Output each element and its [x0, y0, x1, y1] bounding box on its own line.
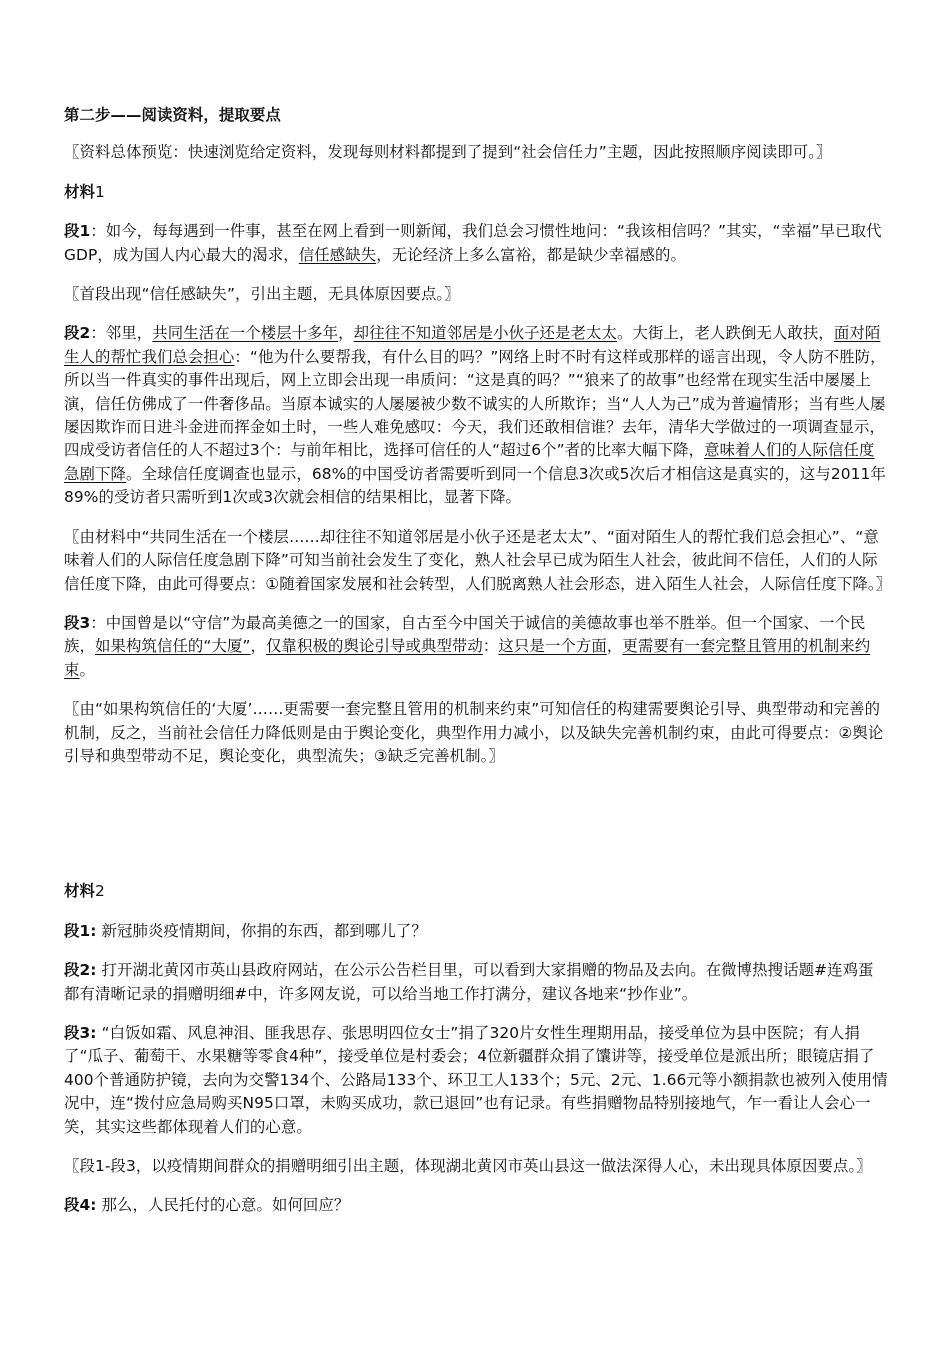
material-2-title: [64, 880, 888, 903]
para-text: 。全球信任度调查也显示，68%的中国受访者需要听到同一个信息3次或5次后才相信这是真实的，这与2011年89%的受访者只需听到1次或3次就会相信的结果相比，显著下降。: [64, 464, 886, 507]
para-text: ：“他为什么要帮我，有什么目的吗？”网络上时不时有这样或那样的谣言出现，令人防不胜防，所以当一件真实的事件出现后，网上立即会出现一串质问：“这是真的吗？”“狼来了的故事”也经常在现实生活中屡屡上演，信任仿佛成了一件奢侈品。当原本诚实的人屡屡被少数不诚实的人所欺诈；当“人人为己”成为普遍情形；当有些人屡屡因欺诈而日进斗金进而挥金如土时，一些人难免感叹：今天，我们还敢相信谁？去年，清华大学做过的一项调查显示，四成受访者信任的人不超过3个：与前年相比，选择可信任的人“超过6个”者的比率大幅下降，: [64, 347, 886, 460]
para-label: 段2:: [64, 961, 97, 980]
m1-paragraph-1: [64, 220, 888, 267]
para-text: ，: [250, 637, 267, 656]
para-label: 段3: [64, 613, 91, 632]
underlined-text: 更需要有一套完整且管用的机制来约束: [64, 637, 871, 679]
para-label: 段4:: [64, 1196, 97, 1215]
step-heading: 第二步——阅读资料，提取要点: [64, 106, 281, 124]
para-label: 段2: [64, 324, 91, 343]
underlined-text: 面对陌生人的帮忙我们总会担心: [64, 324, 881, 366]
overview-note: 〖资料总体预览：快速浏览给定资料，发现每则材料都提到了提到“社会信任力”主题，因此按照顺序阅读即可。〗: [64, 143, 832, 162]
para-text: ：中国曾是以“守信”为最高美德之一的国家，自古至今中国关于诚信的美德故事也举不胜举。但一个国家、一个民族，: [64, 613, 866, 656]
underlined-text: 这只是一个方面: [498, 637, 607, 656]
underlined-text: 信任感缺失: [298, 245, 377, 264]
para-label: 段3:: [64, 1023, 97, 1042]
para-text: ：如今，每每遇到一件事，甚至在网上看到一则新闻，我们总会习惯性地问：“我该相信吗？”其实，“幸福”早已取代GDP，成为国人内心最大的渴求，: [64, 222, 882, 264]
m1-note-1: 〖首段出现“信任感缺失”，引出主题，无具体原因要点。〗: [64, 285, 460, 304]
underlined-text: 意味着人们的人际信任度急剧下降: [64, 441, 875, 483]
m2-paragraph-4: [64, 1194, 888, 1217]
material-title-number: 1: [94, 182, 105, 201]
m2-paragraph-2: [64, 959, 888, 1006]
material-1-title: [64, 181, 888, 204]
m1-paragraph-2: [64, 322, 888, 509]
m2-paragraph-3: [64, 1022, 888, 1139]
para-text: ，: [338, 324, 354, 343]
para-label: 段1: [64, 222, 91, 241]
para-label: 段1:: [64, 921, 97, 940]
m1-note-2: 〖由材料中“共同生活在一个楼层……却往往不知道邻居是小伙子还是老太太”、“面对陌生人的帮忙我们总会担心”、“意味着人们的人际信任度急剧下降”可知当前社会发生了变化，熟人社会早已成为陌生人社会，彼此间不信任，人们的人际信任度下降，由此可得要点：①随着国家发展和社会转型，人们脱离熟人社会形态，进入陌生人社会，人际信任度下降。〗: [64, 527, 892, 593]
underlined-text: 仅靠积极的舆论引导或典型带动: [266, 637, 483, 656]
underlined-text: 如果构筑信任的“大厦”: [94, 637, 251, 656]
para-text: 。: [79, 660, 95, 679]
para-text: 那么，人民托付的心意。如何回应？: [96, 1196, 350, 1215]
underlined-text: 却往往不知道邻居是小伙子还是老太太: [353, 324, 618, 343]
para-text: “白饭如霜、风息神泪、匪我思存、张思明四位女士”捐了320片女性生理期用品，接受单位为县中医院；有人捐了“瓜子、葡萄干、水果糖等零食4种”，接受单位是村委会；4位新疆群众捐了馕讲等，接受单位是派出所；眼镜店捐了400个普通防护镜，去向为交警134个、公路局133个、环卫工人133个；5元、2元、1.66元等小额捐款也被列入使用情况中，连“拨付应急局购买N95口罩，未购买成功，款已退回”也有记录。有些捐赠物品特别接地气，乍一看让人会心一笑，其实这些都体现着人们的心意。: [64, 1023, 888, 1136]
material-title-prefix: 材料: [64, 882, 95, 901]
document-body: [64, 104, 892, 1218]
m1-paragraph-3: [64, 612, 888, 682]
m1-note-3: 〖由“如果构筑信任的‘大厦’……更需要一套完整且管用的机制来约束”可知信任的构建需要舆论引导、典型带动和完善的机制，反之，当前社会信任力降低则是由于舆论变化，典型作用力减小，以及缺失完善机制约束，由此可得要点：②舆论引导和典型带动不足，舆论变化，典型流失；③缺乏完善机制。〗: [64, 700, 884, 765]
material-title-prefix: 材料: [64, 182, 95, 201]
underlined-text: 共同生活在一个楼层十多年: [152, 324, 339, 343]
m2-note: 〖段1-段3，以疫情期间群众的捐赠明细引出主题，体现湖北黄冈市英山县这一做法深得人心，未出现具体原因要点。〗: [64, 1157, 872, 1175]
m2-paragraph-1: [64, 920, 888, 943]
para-text: 新冠肺炎疫情期间，你捐的东西，都到哪儿了？: [96, 921, 427, 940]
para-text: ，无论经济上多么富裕，都是缺少幸福感的。: [376, 245, 687, 264]
para-text: ，: [606, 637, 623, 656]
para-text: 打开湖北黄冈市英山县政府网站，在公示公告栏目里，可以看到大家捐赠的物品及去向。在微博热搜话题#连鸡蛋都有清晰记录的捐赠明细#中，许多网友说，可以给当地工作打满分，建议各地来“抄作业”。: [64, 961, 874, 1003]
para-text: ：邻里，: [90, 324, 153, 343]
para-text: 。大街上，老人跌倒无人敢扶，: [617, 324, 834, 343]
para-text: ：: [482, 637, 499, 656]
material-title-number: 2: [94, 882, 105, 901]
